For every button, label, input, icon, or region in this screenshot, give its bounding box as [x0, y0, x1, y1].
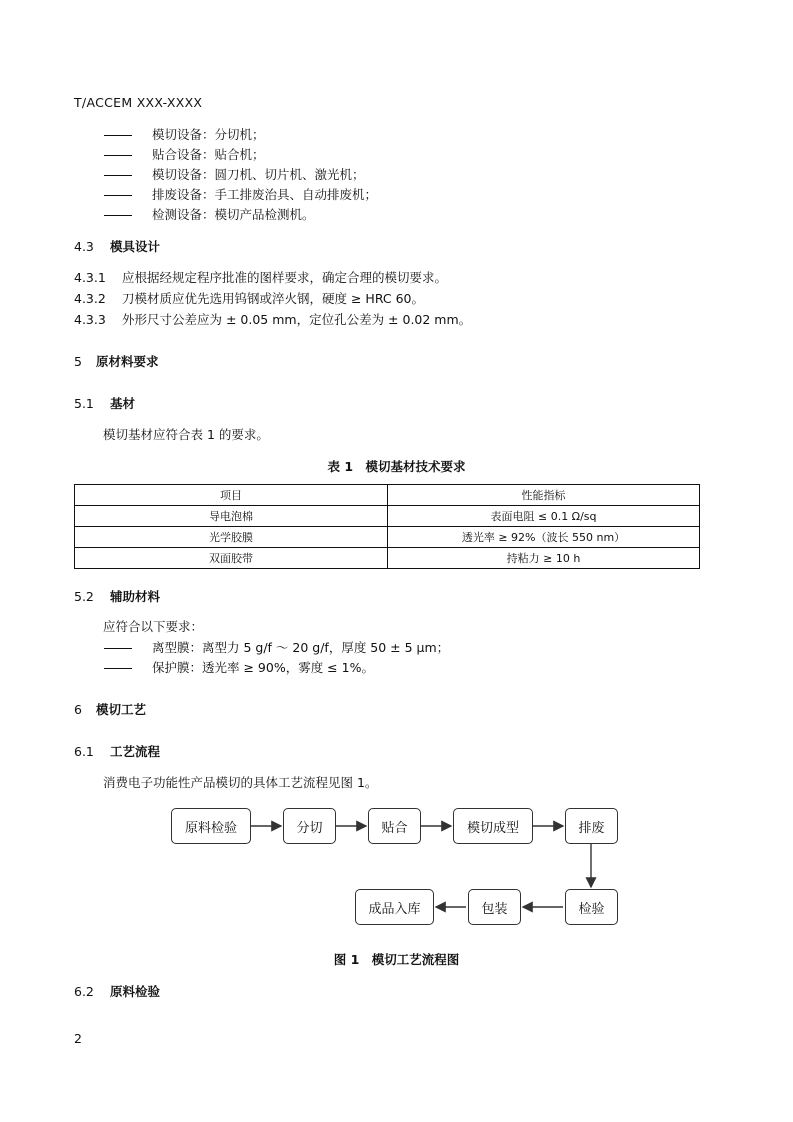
- page-number: 2: [74, 1031, 82, 1046]
- flow-step-slitting: 分切: [283, 808, 336, 844]
- clause-text: 应根据经规定程序批准的图样要求，确定合理的模切要求。: [122, 270, 448, 285]
- list-item-text: 离型膜：离型力 5 g/f ～ 20 g/f，厚度 50 ± 5 μm；: [152, 640, 450, 655]
- table-cell: 导电泡棉: [75, 506, 388, 527]
- flow-step-raw-inspection: 原料检验: [171, 808, 251, 844]
- table-cell: 透光率 ≥ 92%（波长 550 nm）: [388, 527, 700, 548]
- section-title: 模切工艺: [96, 702, 147, 717]
- flow-step-packing: 包装: [468, 889, 521, 925]
- clause-number: 4.3.1: [74, 270, 106, 285]
- list-item-text: 保护膜：透光率 ≥ 90%，雾度 ≤ 1%。: [152, 660, 374, 675]
- clause-number: 4.3.2: [74, 291, 106, 306]
- table-cell: 双面胶带: [75, 548, 388, 569]
- list-item-text: 模切设备：分切机；: [152, 127, 265, 142]
- flow-step-waste-removal: 排废: [565, 808, 618, 844]
- list-item-text: 模切设备：圆刀机、切片机、激光机；: [152, 167, 365, 182]
- list-item-text: 排废设备：手工排废治具、自动排废机；: [152, 187, 378, 202]
- paragraph: 应符合以下要求：: [103, 619, 204, 634]
- table-cell: 表面电阻 ≤ 0.1 Ω/sq: [388, 506, 700, 527]
- flow-step-inspection: 检验: [565, 889, 618, 925]
- section-title: 工艺流程: [110, 744, 161, 759]
- clause-text: 外形尺寸公差应为 ± 0.05 mm，定位孔公差为 ± 0.02 mm。: [122, 312, 472, 327]
- clause-text: 刀模材质应优先选用钨钢或淬火钢，硬度 ≥ HRC 60。: [122, 291, 424, 306]
- table-cell: 持粘力 ≥ 10 h: [388, 548, 700, 569]
- section-title: 模具设计: [110, 239, 161, 254]
- table-header-cell: 项目: [75, 485, 388, 506]
- clause-number: 4.3.3: [74, 312, 106, 327]
- list-item-text: 贴合设备：贴合机；: [152, 147, 265, 162]
- flow-step-warehousing: 成品入库: [355, 889, 434, 925]
- section-title: 原料检验: [110, 984, 161, 999]
- section-number: 5.2: [74, 589, 94, 604]
- list-item-text: 检测设备：模切产品检测机。: [152, 207, 315, 222]
- flow-step-laminating: 贴合: [368, 808, 421, 844]
- section-number: 6: [74, 702, 82, 717]
- section-heading-6-2: [74, 982, 160, 1000]
- table-header-cell: 性能指标: [388, 485, 700, 506]
- section-number: 5: [74, 354, 82, 369]
- section-number: 6.1: [74, 744, 94, 759]
- section-title: 辅助材料: [110, 589, 161, 604]
- section-number: 6.2: [74, 984, 94, 999]
- paragraph: 模切基材应符合表 1 的要求。: [103, 427, 269, 442]
- section-number: 4.3: [74, 239, 94, 254]
- flow-step-die-cutting: 模切成型: [453, 808, 533, 844]
- paragraph: 消费电子功能性产品模切的具体工艺流程见图 1。: [103, 775, 378, 790]
- document-header: T/ACCEM XXX-XXXX: [74, 95, 203, 110]
- figure-caption: 图 1 模切工艺流程图: [333, 952, 460, 967]
- table-cell: 光学胶膜: [75, 527, 388, 548]
- section-number: 5.1: [74, 396, 94, 411]
- section-title: 原材料要求: [96, 354, 159, 369]
- table-caption: 表 1 模切基材技术要求: [327, 459, 466, 474]
- section-title: 基材: [110, 396, 136, 411]
